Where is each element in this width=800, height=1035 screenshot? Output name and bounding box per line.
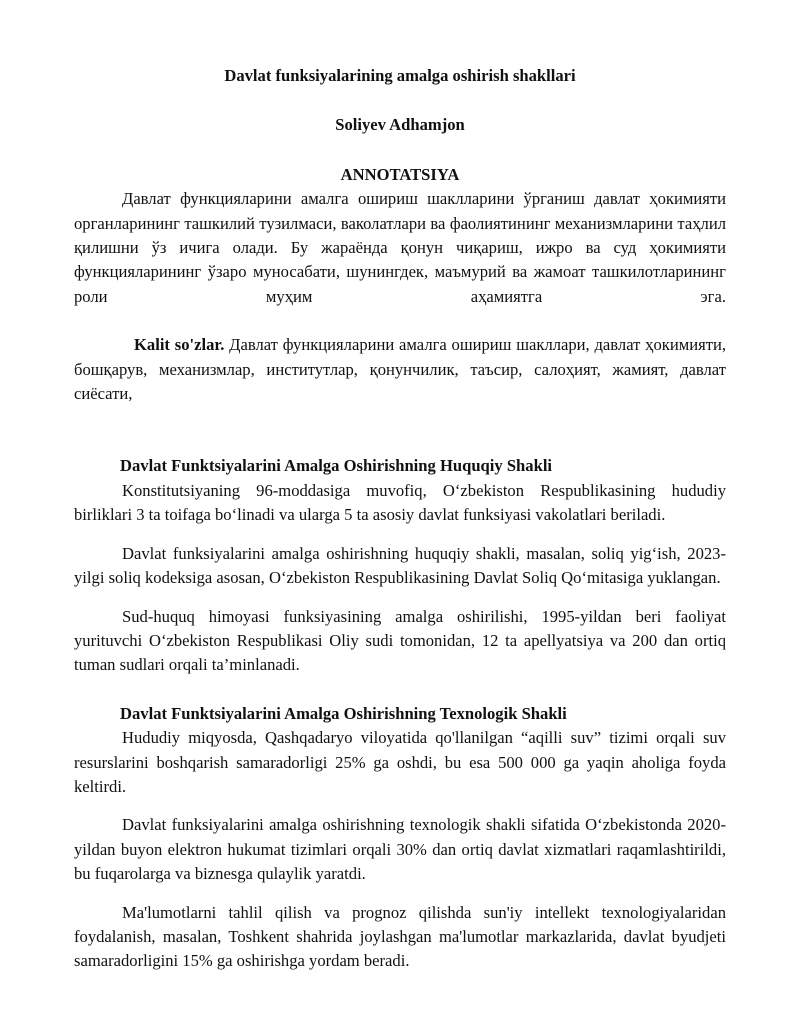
- author-name: Soliyev Adhamjon: [335, 115, 465, 135]
- keywords-text: Давлат функцияларини амалга ошириш шакллари, давлат ҳокимияти, бошқарув, механизмлар, институтлар, қонунчилик, таъсир, салоҳият, жамият, давлат сиёсати,: [74, 335, 726, 404]
- section-heading-legal: Davlat Funktsiyalarini Amalga Oshirishning Huquqiy Shakli: [120, 456, 553, 476]
- paragraph: Hududiy miqyosda, Qashqadaryo viloyatida qo'llanilgan “aqilli suv” tizimi orqali suv resurslarini boshqarish samaradorligi 25% ga oshdi, bu esa 500 000 ga yaqin aholiga foyda keltirdi.: [74, 728, 726, 796]
- paragraph: Davlat funksiyalarini amalga oshirishning huquqiy shakli, masalan, soliq yig‘ish, 2023-yilgi soliq kodeksiga asosan, O‘zbekiston Respublikasining Davlat Soliq Qo‘mitasiga yuklangan.: [74, 543, 726, 588]
- keywords-paragraph: [74, 333, 726, 406]
- document-page: [74, 60, 726, 974]
- annotation-text: Давлат функцияларини амалга ошириш шаклларини ўрганиш давлат ҳокимияти органларининг ташкилий тузилмаси, ваколатлари ва фаолиятининг механизмларини таҳлил қилишни ўз ичига олади. Бу жараёнда қонун чиқариш, ижро ва суд ҳокимияти функцияларининг ўзаро муносабати, шунингдек, маъмурий ва жамоат ташкилотларининг роли муҳим аҳамиятга эга.: [74, 189, 726, 306]
- keywords-label: Kalit so'zlar.: [134, 335, 225, 355]
- paragraph: Konstitutsiyaning 96-moddasiga muvofiq, O‘zbekiston Respublikasining hududiy birliklari 3 ta toifaga bo‘linadi va ularga 5 ta asosiy davlat funksiyasi vakolatlari beriladi.: [74, 480, 726, 525]
- paragraph: Ma'lumotlarni tahlil qilish va prognoz qilishda sun'iy intellekt texnologiyalaridan foydalanish, masalan, Toshkent shahrida joylashgan ma'lumotlar markazlarida, davlat byudjeti samaradorligini 15% ga oshirishga yordam beradi.: [74, 902, 726, 971]
- document-title: Davlat funksiyalarining amalga oshirish shakllari: [224, 66, 576, 85]
- paragraph: Davlat funksiyalarini amalga oshirishning texnologik shakli sifatida O‘zbekistonda 2020-yildan buyon elektron hukumat tizimlari orqali 30% dan ortiq davlat xizmatlari raqamlashtirildi, bu fuqarolarga va biznesga qulaylik yaratdi.: [74, 815, 726, 884]
- paragraph: Sud-huquq himoyasi funksiyasining amalga oshirilishi, 1995-yildan beri faoliyat yurituvchi O‘zbekiston Respublikasi Oliy sudi tomonidan, 12 ta apellyatsiya va 200 dan ortiq tuman sudlari orqali ta’minlanadi.: [74, 606, 726, 675]
- section-heading-technological: Davlat Funktsiyalarini Amalga Oshirishning Texnologik Shakli: [120, 703, 567, 723]
- annotation-heading: ANNOTATSIYA: [340, 164, 460, 184]
